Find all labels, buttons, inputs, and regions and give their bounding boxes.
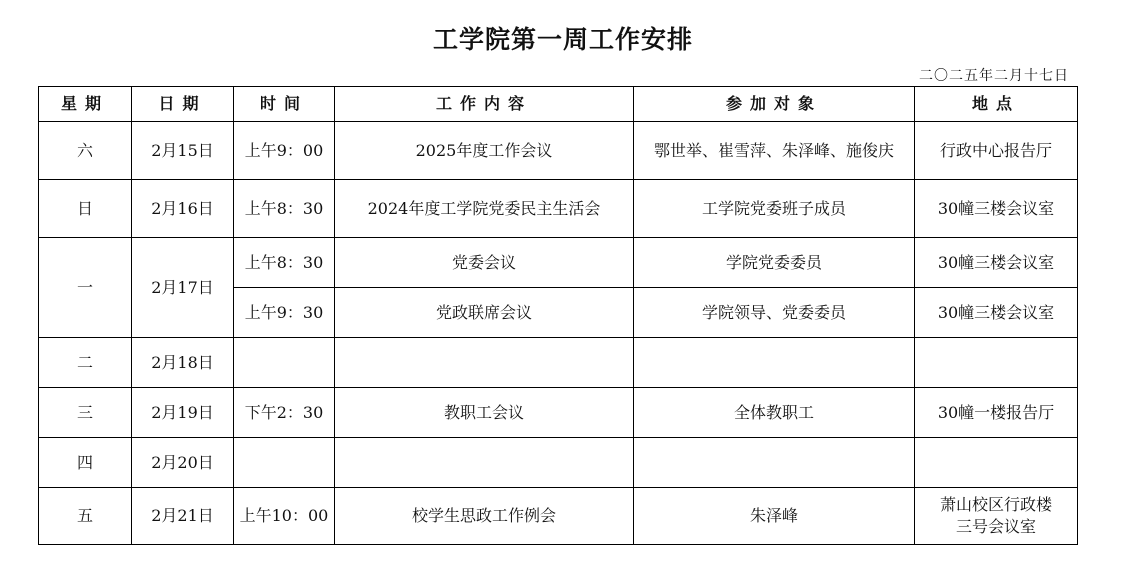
cell-location: 30幢三楼会议室 [915, 180, 1078, 238]
cell-date: 2月16日 [132, 180, 234, 238]
cell-time [234, 438, 335, 488]
cell-time: 上午9：00 [234, 122, 335, 180]
table-row [39, 388, 1078, 438]
cell-participants [634, 338, 915, 388]
cell-weekday: 日 [39, 180, 132, 238]
cell-participants: 鄂世举、崔雪萍、朱泽峰、施俊庆 [634, 122, 915, 180]
cell-location: 30幢三楼会议室 [915, 238, 1078, 288]
cell-date: 2月15日 [132, 122, 234, 180]
cell-date: 2月18日 [132, 338, 234, 388]
cell-location [915, 438, 1078, 488]
cell-participants: 朱泽峰 [634, 488, 915, 545]
cell-location-line2: 三号会议室 [955, 517, 1036, 536]
cell-weekday: 二 [39, 338, 132, 388]
cell-participants: 学院党委委员 [634, 238, 915, 288]
cell-content: 校学生思政工作例会 [335, 488, 634, 545]
cell-content: 党政联席会议 [335, 288, 634, 338]
header-participants: 参加对象 [634, 87, 915, 122]
table-row [39, 438, 1078, 488]
cell-content: 2024年度工学院党委民主生活会 [335, 180, 634, 238]
cell-time: 上午10：00 [234, 488, 335, 545]
schedule-table [38, 86, 1078, 545]
table-row [39, 180, 1078, 238]
cell-participants: 工学院党委班子成员 [634, 180, 915, 238]
cell-date: 2月17日 [132, 238, 234, 338]
cell-weekday: 六 [39, 122, 132, 180]
table-row [39, 238, 1078, 288]
page-title: 工学院第一周工作安排 [432, 25, 693, 54]
cell-date: 2月20日 [132, 438, 234, 488]
cell-location: 行政中心报告厅 [915, 122, 1078, 180]
header-weekday: 星期 [39, 87, 132, 122]
cell-content: 2025年度工作会议 [335, 122, 634, 180]
cell-content: 党委会议 [335, 238, 634, 288]
cell-weekday: 三 [39, 388, 132, 438]
cell-content [335, 338, 634, 388]
cell-location-line1: 萧山校区行政楼 [939, 495, 1052, 514]
header-time: 时间 [234, 87, 335, 122]
table-row [39, 488, 1078, 545]
header-location: 地点 [915, 87, 1078, 122]
cell-time: 上午8：30 [234, 238, 335, 288]
cell-participants: 学院领导、党委委员 [634, 288, 915, 338]
cell-location: 30幢三楼会议室 [915, 288, 1078, 338]
cell-time: 上午8：30 [234, 180, 335, 238]
cell-weekday: 四 [39, 438, 132, 488]
table-row [39, 338, 1078, 388]
cell-date: 2月19日 [132, 388, 234, 438]
cell-time: 下午2：30 [234, 388, 335, 438]
cell-time: 上午9：30 [234, 288, 335, 338]
cell-location [915, 338, 1078, 388]
cell-participants [634, 438, 915, 488]
cell-weekday: 五 [39, 488, 132, 545]
cell-date: 2月21日 [132, 488, 234, 545]
cell-content [335, 438, 634, 488]
cell-weekday: 一 [39, 238, 132, 338]
table-row [39, 122, 1078, 180]
header-content: 工作内容 [335, 87, 634, 122]
cell-time [234, 338, 335, 388]
table-header-row [39, 87, 1078, 122]
cell-participants: 全体教职工 [634, 388, 915, 438]
header-date: 日期 [132, 87, 234, 122]
cell-location [915, 488, 1078, 545]
document-date: 二〇二五年二月十七日 [919, 68, 1069, 84]
cell-content: 教职工会议 [335, 388, 634, 438]
cell-location: 30幢一楼报告厅 [915, 388, 1078, 438]
